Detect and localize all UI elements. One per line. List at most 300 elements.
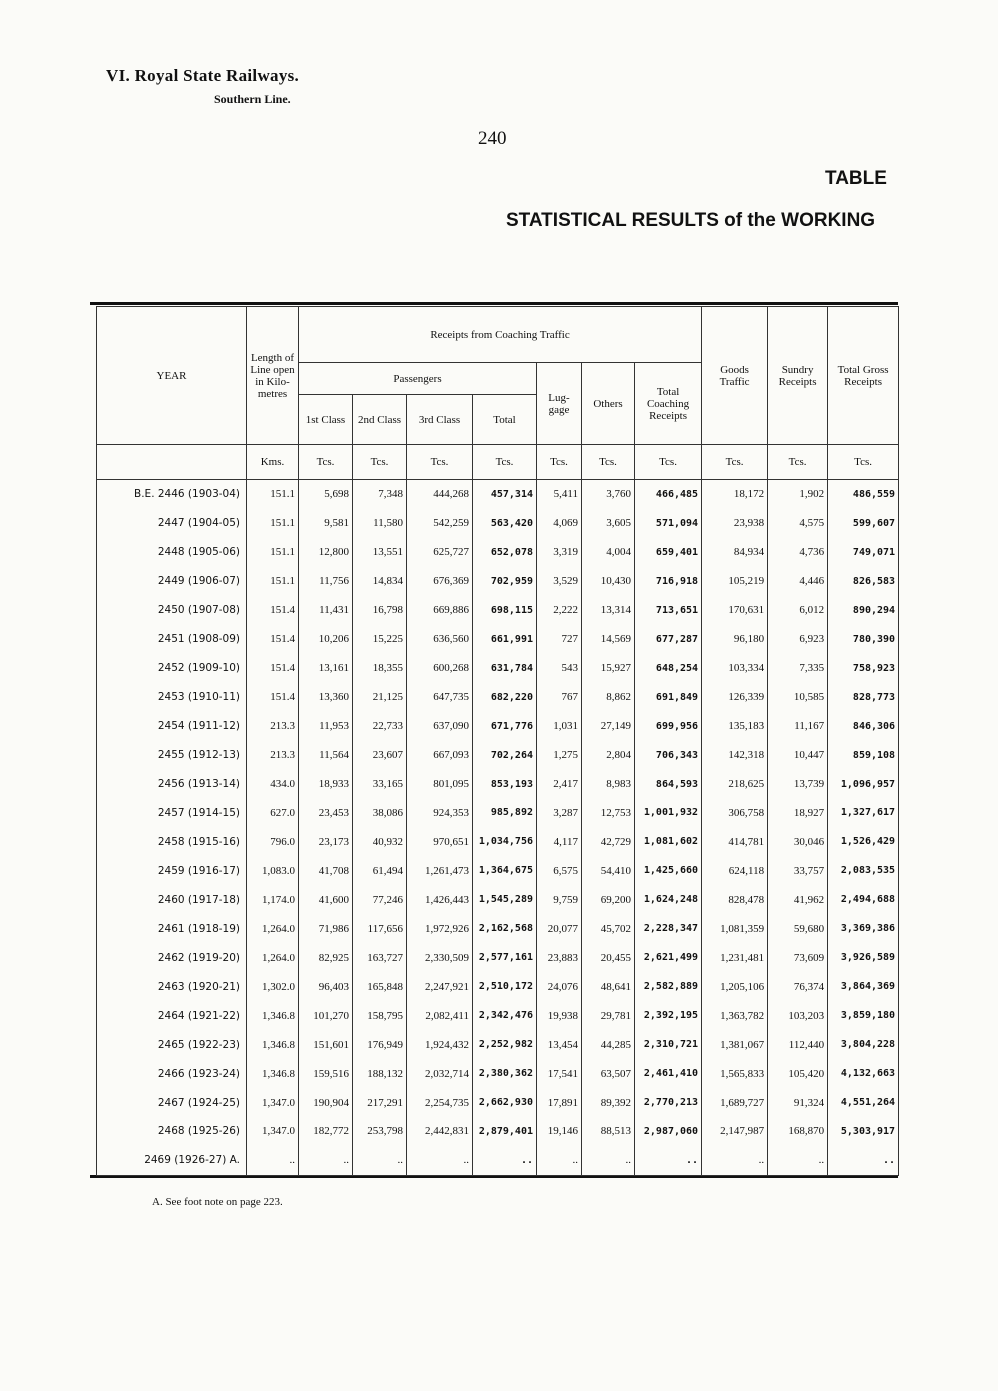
cell-gross: 3,864,369 — [828, 972, 899, 1001]
cell-tot: 2,252,982 — [473, 1030, 537, 1059]
cell-c3: 600,268 — [407, 654, 473, 683]
unit-cell: Tcs. — [353, 445, 407, 480]
cell-c1: 11,431 — [299, 596, 353, 625]
cell-c2: 165,848 — [353, 972, 407, 1001]
cell-c1: 41,600 — [299, 885, 353, 914]
cell-oth: 13,314 — [582, 596, 635, 625]
cell-lug: 3,529 — [537, 567, 582, 596]
table-row — [97, 538, 899, 567]
cell-sundry: 11,167 — [768, 712, 828, 741]
cell-oth: 3,760 — [582, 480, 635, 509]
unit-cell: Tcs. — [828, 445, 899, 480]
cell-oth: 3,605 — [582, 509, 635, 538]
cell-length: 1,174.0 — [247, 885, 299, 914]
cell-goods: 414,781 — [702, 827, 768, 856]
cell-goods: 18,172 — [702, 480, 768, 509]
cell-tcr: 716,918 — [635, 567, 702, 596]
cell-c1: 13,161 — [299, 654, 353, 683]
cell-tcr: 2,770,213 — [635, 1088, 702, 1117]
cell-length: 1,346.8 — [247, 1030, 299, 1059]
cell-sundry: 91,324 — [768, 1088, 828, 1117]
cell-goods: 218,625 — [702, 770, 768, 799]
cell-c1: 12,800 — [299, 538, 353, 567]
cell-oth: 20,455 — [582, 943, 635, 972]
cell-oth: 69,200 — [582, 885, 635, 914]
cell-c2: 38,086 — [353, 799, 407, 828]
table-row — [97, 509, 899, 538]
cell-tot: 698,115 — [473, 596, 537, 625]
cell-goods: 1,565,833 — [702, 1059, 768, 1088]
cell-gross: 3,926,589 — [828, 943, 899, 972]
cell-length: 1,264.0 — [247, 914, 299, 943]
cell-year: 2459 (1916-17) — [97, 856, 247, 885]
cell-length: 627.0 — [247, 799, 299, 828]
cell-c1: 159,516 — [299, 1059, 353, 1088]
cell-lug: 3,287 — [537, 799, 582, 828]
table-label: TABLE — [825, 168, 887, 189]
section-title: VI. Royal State Railways. — [106, 66, 300, 85]
table-title: STATISTICAL RESULTS of the WORKING — [506, 210, 876, 231]
cell-length: .. — [247, 1146, 299, 1176]
cell-length: 213.3 — [247, 741, 299, 770]
cell-c3: 667,093 — [407, 741, 473, 770]
cell-oth: 15,927 — [582, 654, 635, 683]
cell-lug: 767 — [537, 683, 582, 712]
cell-goods: 624,118 — [702, 856, 768, 885]
cell-sundry: 4,736 — [768, 538, 828, 567]
cell-sundry: .. — [768, 1146, 828, 1176]
cell-gross: 599,607 — [828, 509, 899, 538]
cell-tot: 682,220 — [473, 683, 537, 712]
table-row — [97, 480, 899, 509]
cell-tcr: 706,343 — [635, 741, 702, 770]
cell-lug: 1,031 — [537, 712, 582, 741]
cell-lug: 6,575 — [537, 856, 582, 885]
cell-length: 1,347.0 — [247, 1088, 299, 1117]
cell-goods: 142,318 — [702, 741, 768, 770]
cell-c3: 636,560 — [407, 625, 473, 654]
section-subtitle: Southern Line. — [214, 92, 291, 106]
cell-lug: 13,454 — [537, 1030, 582, 1059]
cell-c2: .. — [353, 1146, 407, 1176]
cell-tcr: 466,485 — [635, 480, 702, 509]
cell-tot: 563,420 — [473, 509, 537, 538]
cell-gross: 859,108 — [828, 741, 899, 770]
cell-gross: 828,773 — [828, 683, 899, 712]
col-header-third-class: 3rd Class — [407, 395, 473, 445]
table-row — [97, 567, 899, 596]
col-header-total: Total — [473, 395, 537, 445]
table-row — [97, 914, 899, 943]
cell-oth: 48,641 — [582, 972, 635, 1001]
cell-c2: 22,733 — [353, 712, 407, 741]
cell-c2: 33,165 — [353, 770, 407, 799]
table-row — [97, 1001, 899, 1030]
cell-c2: 11,580 — [353, 509, 407, 538]
cell-lug: 4,117 — [537, 827, 582, 856]
table-row — [97, 1117, 899, 1146]
cell-year: 2469 (1926-27) A. — [97, 1146, 247, 1176]
cell-tcr: 713,651 — [635, 596, 702, 625]
cell-c2: 18,355 — [353, 654, 407, 683]
cell-tcr: .. — [635, 1146, 702, 1176]
cell-gross: 749,071 — [828, 538, 899, 567]
table-row — [97, 741, 899, 770]
cell-c1: 10,206 — [299, 625, 353, 654]
cell-tot: 2,380,362 — [473, 1059, 537, 1088]
cell-year: 2468 (1925-26) — [97, 1117, 247, 1146]
cell-goods: 103,334 — [702, 654, 768, 683]
cell-lug: .. — [537, 1146, 582, 1176]
cell-lug: 2,417 — [537, 770, 582, 799]
cell-c3: 2,082,411 — [407, 1001, 473, 1030]
cell-length: 796.0 — [247, 827, 299, 856]
cell-goods: 105,219 — [702, 567, 768, 596]
cell-oth: 42,729 — [582, 827, 635, 856]
table-row — [97, 827, 899, 856]
cell-tot: 2,662,930 — [473, 1088, 537, 1117]
cell-tot: 457,314 — [473, 480, 537, 509]
cell-c3: 1,924,432 — [407, 1030, 473, 1059]
cell-year: 2450 (1907-08) — [97, 596, 247, 625]
cell-sundry: 4,446 — [768, 567, 828, 596]
unit-cell: Tcs. — [582, 445, 635, 480]
cell-goods: 135,183 — [702, 712, 768, 741]
cell-year: 2454 (1911-12) — [97, 712, 247, 741]
cell-goods: 1,205,106 — [702, 972, 768, 1001]
cell-oth: .. — [582, 1146, 635, 1176]
cell-c1: 96,403 — [299, 972, 353, 1001]
cell-c1: 9,581 — [299, 509, 353, 538]
cell-c3: 2,330,509 — [407, 943, 473, 972]
cell-c3: 2,254,735 — [407, 1088, 473, 1117]
cell-c1: 11,953 — [299, 712, 353, 741]
cell-tot: 2,510,172 — [473, 972, 537, 1001]
cell-lug: 3,319 — [537, 538, 582, 567]
cell-year: 2449 (1906-07) — [97, 567, 247, 596]
cell-tot: 652,078 — [473, 538, 537, 567]
cell-length: 1,083.0 — [247, 856, 299, 885]
cell-goods: 1,363,782 — [702, 1001, 768, 1030]
cell-goods: 828,478 — [702, 885, 768, 914]
cell-lug: 9,759 — [537, 885, 582, 914]
cell-year: 2466 (1923-24) — [97, 1059, 247, 1088]
cell-c3: 801,095 — [407, 770, 473, 799]
cell-tot: 1,034,756 — [473, 827, 537, 856]
cell-lug: 24,076 — [537, 972, 582, 1001]
cell-c3: 2,442,831 — [407, 1117, 473, 1146]
cell-sundry: 59,680 — [768, 914, 828, 943]
cell-tcr: 691,849 — [635, 683, 702, 712]
table-row — [97, 712, 899, 741]
cell-oth: 44,285 — [582, 1030, 635, 1059]
cell-goods: 1,231,481 — [702, 943, 768, 972]
cell-gross: 486,559 — [828, 480, 899, 509]
cell-c2: 21,125 — [353, 683, 407, 712]
cell-oth: 12,753 — [582, 799, 635, 828]
cell-lug: 17,891 — [537, 1088, 582, 1117]
table-row — [97, 856, 899, 885]
cell-c2: 13,551 — [353, 538, 407, 567]
cell-length: 151.4 — [247, 683, 299, 712]
cell-c3: 1,972,926 — [407, 914, 473, 943]
cell-lug: 19,146 — [537, 1117, 582, 1146]
cell-goods: 1,081,359 — [702, 914, 768, 943]
table-row — [97, 654, 899, 683]
cell-c1: 82,925 — [299, 943, 353, 972]
unit-cell: Tcs. — [473, 445, 537, 480]
cell-c2: 15,225 — [353, 625, 407, 654]
cell-c3: 2,032,714 — [407, 1059, 473, 1088]
cell-year: 2447 (1904-05) — [97, 509, 247, 538]
cell-year: 2453 (1910-11) — [97, 683, 247, 712]
cell-length: 1,346.8 — [247, 1001, 299, 1030]
cell-gross: 2,494,688 — [828, 885, 899, 914]
col-header-total-coaching: Total Coaching Receipts — [635, 363, 702, 445]
cell-c1: 41,708 — [299, 856, 353, 885]
cell-length: 151.4 — [247, 625, 299, 654]
cell-lug: 1,275 — [537, 741, 582, 770]
footnote: A. See foot note on page 223. — [152, 1196, 283, 1208]
col-header-sundry: Sundry Receipts — [768, 307, 828, 445]
cell-year: 2463 (1920-21) — [97, 972, 247, 1001]
cell-c2: 117,656 — [353, 914, 407, 943]
cell-c3: 669,886 — [407, 596, 473, 625]
cell-year: 2460 (1917-18) — [97, 885, 247, 914]
cell-length: 213.3 — [247, 712, 299, 741]
col-header-others: Others — [582, 363, 635, 445]
cell-gross: 826,583 — [828, 567, 899, 596]
cell-goods: 1,689,727 — [702, 1088, 768, 1117]
cell-goods: 2,147,987 — [702, 1117, 768, 1146]
cell-oth: 45,702 — [582, 914, 635, 943]
unit-cell: Tcs. — [407, 445, 473, 480]
cell-c3: 924,353 — [407, 799, 473, 828]
cell-tot: 702,264 — [473, 741, 537, 770]
cell-c2: 7,348 — [353, 480, 407, 509]
table-row — [97, 625, 899, 654]
cell-tot: 985,892 — [473, 799, 537, 828]
cell-c2: 77,246 — [353, 885, 407, 914]
cell-tcr: 2,310,721 — [635, 1030, 702, 1059]
cell-c2: 158,795 — [353, 1001, 407, 1030]
table-body — [97, 480, 899, 1176]
statistics-table — [96, 306, 899, 1176]
cell-oth: 89,392 — [582, 1088, 635, 1117]
cell-tcr: 864,593 — [635, 770, 702, 799]
cell-gross: 5,303,917 — [828, 1117, 899, 1146]
cell-sundry: 6,923 — [768, 625, 828, 654]
cell-lug: 2,222 — [537, 596, 582, 625]
cell-c1: 71,986 — [299, 914, 353, 943]
cell-oth: 10,430 — [582, 567, 635, 596]
cell-year: 2458 (1915-16) — [97, 827, 247, 856]
table-row — [97, 683, 899, 712]
col-header-goods: Goods Traffic — [702, 307, 768, 445]
cell-c1: 23,173 — [299, 827, 353, 856]
cell-c1: 101,270 — [299, 1001, 353, 1030]
cell-c3: 676,369 — [407, 567, 473, 596]
cell-tot: .. — [473, 1146, 537, 1176]
cell-c3: .. — [407, 1146, 473, 1176]
cell-tot: 2,342,476 — [473, 1001, 537, 1030]
cell-sundry: 10,447 — [768, 741, 828, 770]
cell-gross: 3,804,228 — [828, 1030, 899, 1059]
cell-sundry: 103,203 — [768, 1001, 828, 1030]
cell-tcr: 1,001,932 — [635, 799, 702, 828]
cell-c2: 16,798 — [353, 596, 407, 625]
cell-oth: 4,004 — [582, 538, 635, 567]
cell-length: 434.0 — [247, 770, 299, 799]
cell-lug: 23,883 — [537, 943, 582, 972]
unit-cell: Kms. — [247, 445, 299, 480]
cell-length: 1,302.0 — [247, 972, 299, 1001]
cell-c1: 11,564 — [299, 741, 353, 770]
cell-tot: 702,959 — [473, 567, 537, 596]
cell-gross: 890,294 — [828, 596, 899, 625]
col-header-coaching: Receipts from Coaching Traffic — [299, 307, 702, 363]
cell-year: 2467 (1924-25) — [97, 1088, 247, 1117]
cell-tcr: 571,094 — [635, 509, 702, 538]
cell-length: 151.1 — [247, 509, 299, 538]
cell-tot: 2,879,401 — [473, 1117, 537, 1146]
cell-oth: 88,513 — [582, 1117, 635, 1146]
col-header-passengers: Passengers — [299, 363, 537, 395]
cell-sundry: 6,012 — [768, 596, 828, 625]
cell-sundry: 30,046 — [768, 827, 828, 856]
cell-tcr: 1,624,248 — [635, 885, 702, 914]
cell-c2: 253,798 — [353, 1117, 407, 1146]
unit-cell: Tcs. — [702, 445, 768, 480]
cell-tcr: 648,254 — [635, 654, 702, 683]
cell-gross: 3,859,180 — [828, 1001, 899, 1030]
cell-oth: 14,569 — [582, 625, 635, 654]
cell-goods: .. — [702, 1146, 768, 1176]
cell-c1: 190,904 — [299, 1088, 353, 1117]
cell-gross: 4,132,663 — [828, 1059, 899, 1088]
cell-length: 151.4 — [247, 596, 299, 625]
cell-c3: 1,426,443 — [407, 885, 473, 914]
table-row — [97, 1059, 899, 1088]
cell-c2: 23,607 — [353, 741, 407, 770]
cell-oth: 29,781 — [582, 1001, 635, 1030]
cell-goods: 306,758 — [702, 799, 768, 828]
cell-sundry: 105,420 — [768, 1059, 828, 1088]
cell-c2: 188,132 — [353, 1059, 407, 1088]
cell-tcr: 1,425,660 — [635, 856, 702, 885]
unit-cell: Tcs. — [299, 445, 353, 480]
cell-tcr: 659,401 — [635, 538, 702, 567]
cell-year: 2455 (1912-13) — [97, 741, 247, 770]
cell-year: 2456 (1913-14) — [97, 770, 247, 799]
cell-year: B.E. 2446 (1903-04) — [97, 480, 247, 509]
cell-tot: 661,991 — [473, 625, 537, 654]
cell-year: 2464 (1921-22) — [97, 1001, 247, 1030]
cell-goods: 84,934 — [702, 538, 768, 567]
cell-c1: 5,698 — [299, 480, 353, 509]
cell-lug: 727 — [537, 625, 582, 654]
cell-tcr: 2,392,195 — [635, 1001, 702, 1030]
cell-c3: 647,735 — [407, 683, 473, 712]
table-row — [97, 943, 899, 972]
cell-c1: 13,360 — [299, 683, 353, 712]
cell-lug: 543 — [537, 654, 582, 683]
cell-oth: 8,983 — [582, 770, 635, 799]
cell-c3: 625,727 — [407, 538, 473, 567]
cell-gross: 1,526,429 — [828, 827, 899, 856]
col-header-second-class: 2nd Class — [353, 395, 407, 445]
cell-sundry: 7,335 — [768, 654, 828, 683]
cell-c1: 23,453 — [299, 799, 353, 828]
cell-year: 2452 (1909-10) — [97, 654, 247, 683]
cell-sundry: 13,739 — [768, 770, 828, 799]
unit-cell: Tcs. — [537, 445, 582, 480]
cell-gross: .. — [828, 1146, 899, 1176]
cell-goods: 170,631 — [702, 596, 768, 625]
cell-length: 151.1 — [247, 567, 299, 596]
cell-c1: 182,772 — [299, 1117, 353, 1146]
table-row — [97, 1030, 899, 1059]
cell-length: 1,347.0 — [247, 1117, 299, 1146]
cell-c2: 163,727 — [353, 943, 407, 972]
cell-sundry: 33,757 — [768, 856, 828, 885]
cell-tcr: 677,287 — [635, 625, 702, 654]
cell-tcr: 2,582,889 — [635, 972, 702, 1001]
cell-sundry: 112,440 — [768, 1030, 828, 1059]
col-header-first-class: 1st Class — [299, 395, 353, 445]
cell-gross: 758,923 — [828, 654, 899, 683]
cell-lug: 4,069 — [537, 509, 582, 538]
cell-year: 2462 (1919-20) — [97, 943, 247, 972]
table-row — [97, 770, 899, 799]
cell-c1: 151,601 — [299, 1030, 353, 1059]
cell-c3: 637,090 — [407, 712, 473, 741]
cell-tot: 671,776 — [473, 712, 537, 741]
table-row — [97, 799, 899, 828]
cell-tot: 1,364,675 — [473, 856, 537, 885]
cell-goods: 126,339 — [702, 683, 768, 712]
cell-length: 151.1 — [247, 538, 299, 567]
cell-sundry: 10,585 — [768, 683, 828, 712]
cell-gross: 1,327,617 — [828, 799, 899, 828]
cell-lug: 20,077 — [537, 914, 582, 943]
col-header-year: YEAR — [97, 307, 247, 445]
cell-year: 2461 (1918-19) — [97, 914, 247, 943]
cell-length: 151.4 — [247, 654, 299, 683]
cell-length: 151.1 — [247, 480, 299, 509]
table-row — [97, 885, 899, 914]
cell-lug: 17,541 — [537, 1059, 582, 1088]
cell-sundry: 1,902 — [768, 480, 828, 509]
cell-goods: 96,180 — [702, 625, 768, 654]
cell-year: 2457 (1914-15) — [97, 799, 247, 828]
unit-cell: Tcs. — [635, 445, 702, 480]
cell-sundry: 18,927 — [768, 799, 828, 828]
cell-c2: 40,932 — [353, 827, 407, 856]
table-row — [97, 596, 899, 625]
cell-oth: 63,507 — [582, 1059, 635, 1088]
cell-length: 1,264.0 — [247, 943, 299, 972]
cell-c1: 18,933 — [299, 770, 353, 799]
cell-tot: 853,193 — [473, 770, 537, 799]
cell-c2: 14,834 — [353, 567, 407, 596]
col-header-gross: Total Gross Receipts — [828, 307, 899, 445]
cell-oth: 27,149 — [582, 712, 635, 741]
cell-tcr: 2,621,499 — [635, 943, 702, 972]
cell-tot: 2,162,568 — [473, 914, 537, 943]
cell-gross: 3,369,386 — [828, 914, 899, 943]
cell-gross: 4,551,264 — [828, 1088, 899, 1117]
